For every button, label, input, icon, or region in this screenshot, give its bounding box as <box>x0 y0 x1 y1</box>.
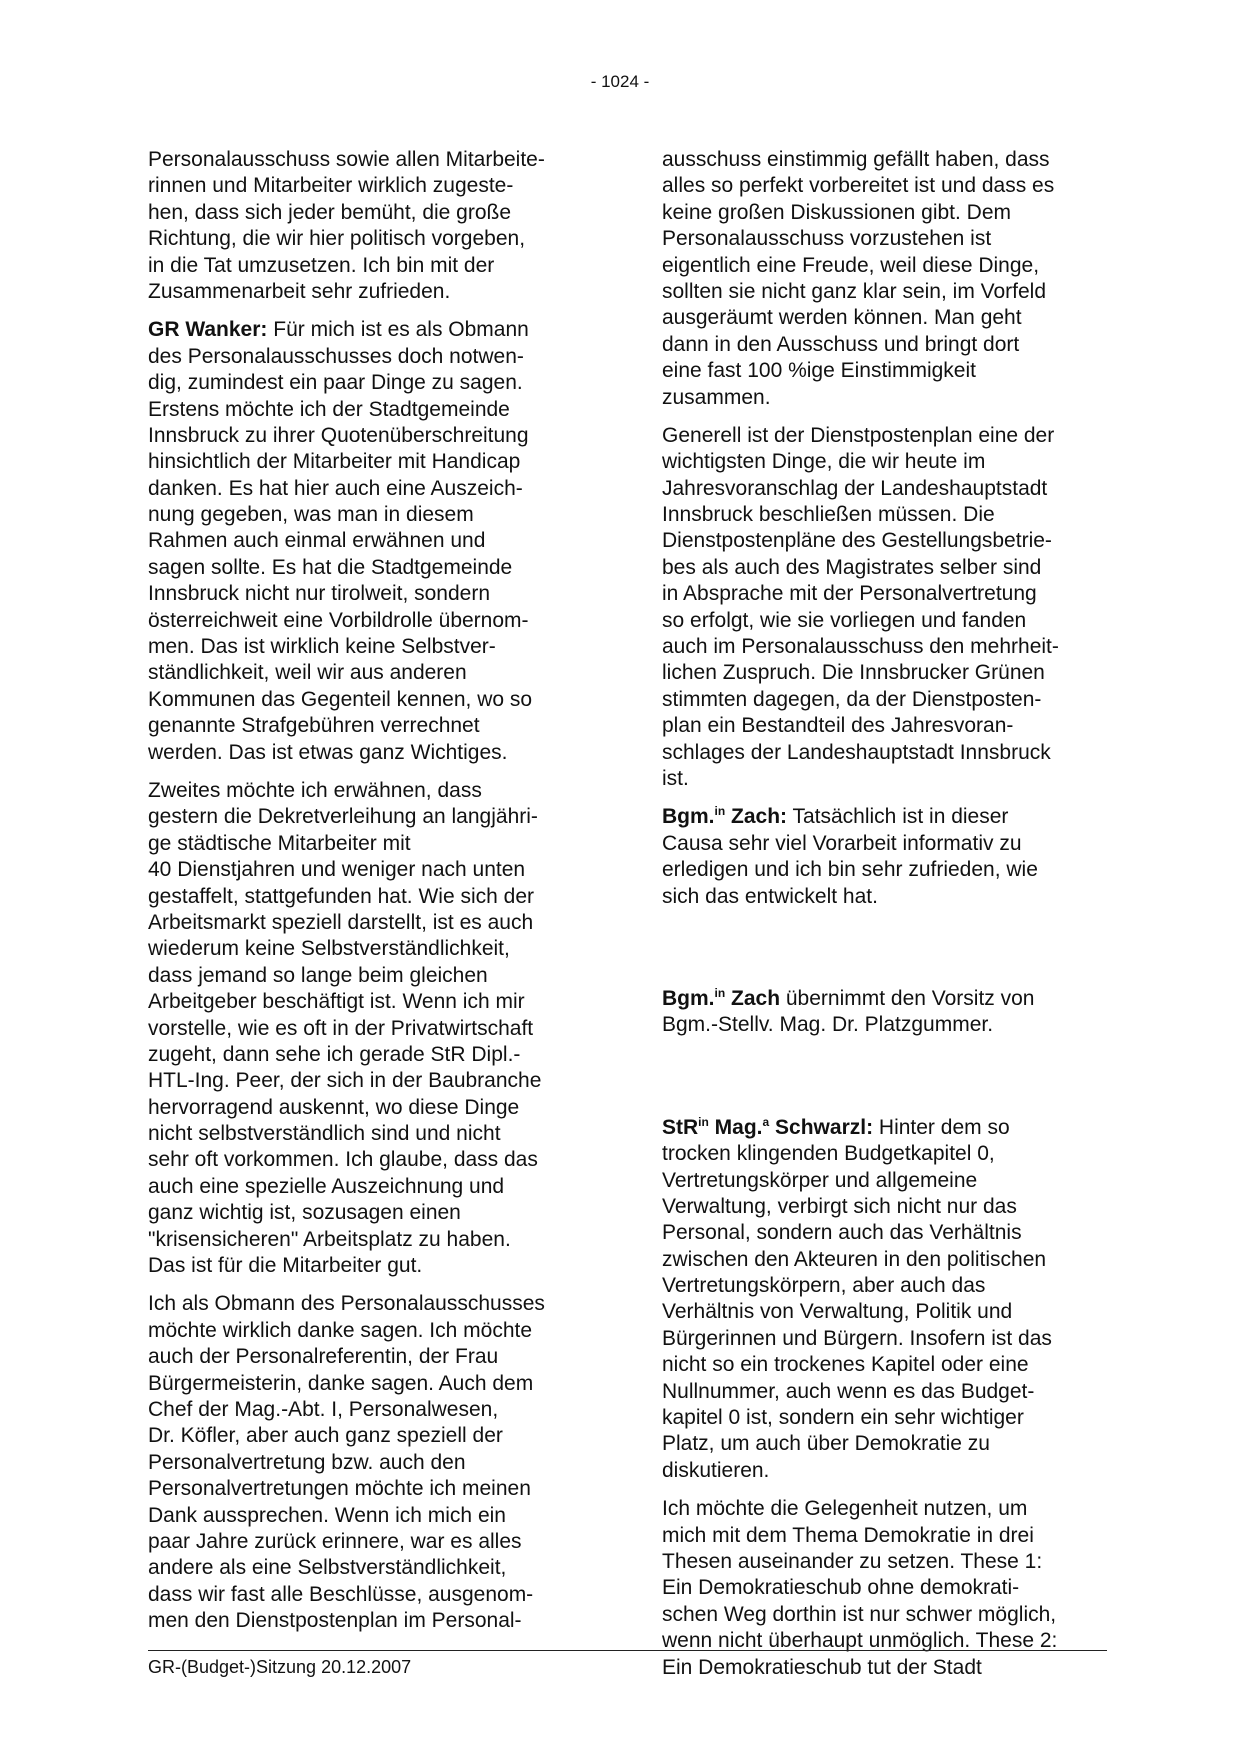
paragraph-body <box>662 1141 1107 1484</box>
text-line: sagen sollte. Es hat die Stadtgemeinde <box>148 555 513 579</box>
text-line: lichen Zuspruch. Die Innsbrucker Grünen <box>662 661 1045 685</box>
speaker-name: StR$^{in}$ Mag.$^a$ Schwarzl: <box>662 1114 874 1139</box>
text-line: dig, zumindest ein paar Dinge zu sagen. <box>148 371 523 395</box>
speech-text: Für mich ist es als Obmann <box>267 318 529 342</box>
text-line: Innsbruck zu ihrer Quotenüberschreitung <box>148 423 529 447</box>
paragraph-body <box>148 344 588 766</box>
text-line: Bürgermeisterin, danke sagen. Auch dem <box>148 1371 534 1395</box>
text-line: 40 Dienstjahren und weniger nach unten <box>148 858 526 882</box>
text-line: wichtigsten Dinge, die wir heute im <box>662 450 986 474</box>
text-line: ständlichkeit, weil wir aus anderen <box>148 661 467 685</box>
text-line: in die Tat umzusetzen. Ich bin mit der <box>148 253 495 277</box>
text-line: Personalausschuss vorzustehen ist <box>662 227 992 251</box>
text-line: ausschuss einstimmig gefällt haben, dass <box>662 148 1050 171</box>
text-line: so erfolgt, wie sie vorliegen und fanden <box>662 608 1027 632</box>
paragraph <box>662 147 1107 411</box>
text-line: ist. <box>662 766 689 790</box>
text-line: gestern die Dekretverleihung an langjähri- <box>148 805 538 829</box>
text-line: sehr oft vorkommen. Ich glaube, dass das <box>148 1148 538 1172</box>
text-line: Das ist für die Mitarbeiter gut. <box>148 1254 423 1278</box>
text-line: Arbeitsmarkt speziell darstellt, ist es auch <box>148 910 534 934</box>
speaker-name: GR Wanker: <box>148 318 268 342</box>
paragraph-first-line <box>662 1115 1107 1141</box>
text-line: Ein Demokratieschub ohne demokrati- <box>662 1576 1020 1600</box>
text-line: genannte Strafgebühren verrechnet <box>148 714 480 738</box>
text-line: in Absprache mit der Personalvertretung <box>662 582 1037 606</box>
text-line: Innsbruck nicht nur tirolweit, sondern <box>148 582 490 606</box>
speech-zach <box>662 804 1107 910</box>
text-line: Bgm.-Stellv. Mag. Dr. Platzgummer. <box>662 1013 994 1037</box>
text-line: Personalvertretungen möchte ich meinen <box>148 1477 531 1501</box>
speech-schwarzl <box>662 1115 1107 1484</box>
text-line: auch der Personalreferentin, der Frau <box>148 1345 499 1369</box>
paragraph <box>662 423 1107 792</box>
text-line: Innsbruck beschließen müssen. Die <box>662 503 995 527</box>
paragraph-body <box>662 1012 1107 1038</box>
speech-text: Hinter dem so <box>873 1115 1010 1139</box>
text-line: Zweites möchte ich erwähnen, dass <box>148 778 482 802</box>
text-line: paar Jahre zurück erinnere, war es alles <box>148 1529 522 1553</box>
text-line: Zusammenarbeit sehr zufrieden. <box>148 279 451 303</box>
text-line: des Personalausschusses doch notwen- <box>148 344 524 368</box>
speaker-name: Bgm.$^{in}$ Zach <box>662 985 781 1010</box>
text-line: Ich möchte die Gelegenheit nutzen, um <box>662 1497 1028 1521</box>
text-line: keine großen Diskussionen gibt. Dem <box>662 200 1012 224</box>
spacer <box>662 1051 1107 1115</box>
text-line: Generell ist der Dienstpostenplan eine der <box>662 423 1055 447</box>
text-line: ge städtische Mitarbeiter mit <box>148 831 411 855</box>
text-line: auch eine spezielle Auszeichnung und <box>148 1174 505 1198</box>
paragraph <box>148 1291 588 1634</box>
text-line: schen Weg dorthin ist nur schwer möglich, <box>662 1602 1057 1626</box>
left-column <box>148 147 588 1646</box>
text-line: Personalvertretung bzw. auch den <box>148 1450 466 1474</box>
text-line: nicht selbstverständlich sind und nicht <box>148 1122 501 1146</box>
text-line: Platz, um auch über Demokratie zu <box>662 1432 990 1456</box>
text-line: wiederum keine Selbstverständlichkeit, <box>148 937 510 961</box>
text-line: Vertretungskörper und allgemeine <box>662 1168 978 1192</box>
text-line: hen, dass sich jeder bemüht, die große <box>148 200 512 224</box>
text-line: ganz wichtig ist, sozusagen einen <box>148 1201 461 1225</box>
text-line: Verwaltung, verbirgt sich nicht nur das <box>662 1194 1017 1218</box>
text-line: Personalausschuss sowie allen Mitarbeite- <box>148 148 545 171</box>
paragraph-body <box>662 831 1107 910</box>
text-line: eine fast 100 %ige Einstimmigkeit <box>662 359 976 383</box>
speech-wanker <box>148 317 588 766</box>
paragraph <box>148 778 588 1279</box>
paragraph-first-line <box>662 804 1107 830</box>
text-line: Arbeitgeber beschäftigt ist. Wenn ich mir <box>148 990 525 1014</box>
text-line: ausgeräumt werden können. Man geht <box>662 306 1022 330</box>
text-line: werden. Das ist etwas ganz Wichtiges. <box>148 740 508 764</box>
text-line: wenn nicht überhaupt unmöglich. These 2: <box>662 1629 1058 1653</box>
spacer <box>662 922 1107 986</box>
text-line: diskutieren. <box>662 1458 770 1482</box>
text-line: nicht so ein trockenes Kapitel oder eine <box>662 1353 1029 1377</box>
text-line: hinsichtlich der Mitarbeiter mit Handicap <box>148 450 521 474</box>
text-line: österreichweit eine Vorbildrolle übernom- <box>148 608 529 632</box>
text-line: Verhältnis von Verwaltung, Politik und <box>662 1300 1013 1324</box>
text-line: mich mit dem Thema Demokratie in drei <box>662 1523 1034 1547</box>
text-line: Rahmen auch einmal erwähnen und <box>148 529 486 553</box>
text-line: nung gegeben, was man in diesem <box>148 503 474 527</box>
text-line: stimmten dagegen, da der Dienstposten- <box>662 687 1042 711</box>
paragraph <box>148 147 588 305</box>
text-line: Ein Demokratieschub tut der Stadt <box>662 1655 982 1679</box>
text-line: Dank aussprechen. Wenn ich mich ein <box>148 1503 506 1527</box>
text-line: Dr. Köfler, aber auch ganz speziell der <box>148 1424 503 1448</box>
text-line: auch im Personalausschuss den mehrheit- <box>662 635 1059 659</box>
text-line: Personal, sondern auch das Verhältnis <box>662 1221 1022 1245</box>
text-line: alles so perfekt vorbereitet ist und dass es <box>662 174 1055 198</box>
text-line: dass jemand so lange beim gleichen <box>148 963 488 987</box>
page-number: - 1024 - <box>590 72 650 91</box>
text-line: Vertretungskörpern, aber auch das <box>662 1274 986 1298</box>
chair-change-note <box>662 986 1107 1039</box>
text-line: Thesen auseinander zu setzen. These 1: <box>662 1549 1043 1573</box>
text-line: sich das entwickelt hat. <box>662 884 878 908</box>
text-line: danken. Es hat hier auch eine Auszeich- <box>148 476 523 500</box>
speech-text: Tatsächlich ist in dieser <box>787 805 1009 829</box>
text-line: dann in den Ausschuss und bringt dort <box>662 332 1020 356</box>
text-line: Nullnummer, auch wenn es das Budget- <box>662 1379 1035 1403</box>
text-line: Causa sehr viel Vorarbeit informativ zu <box>662 831 1022 855</box>
text-line: Chef der Mag.-Abt. I, Personalwesen, <box>148 1397 499 1421</box>
text-line: "krisensicheren" Arbeitsplatz zu haben. <box>148 1227 511 1251</box>
text-line: plan ein Bestandteil des Jahresvoran- <box>662 714 1014 738</box>
text-line: vorstelle, wie es oft in der Privatwirtschaft <box>148 1016 534 1040</box>
text-line: Richtung, die wir hier politisch vorgeben, <box>148 227 526 251</box>
text-line: Bürgerinnen und Bürgern. Insofern ist das <box>662 1326 1052 1350</box>
text-line: zugeht, dann sehe ich gerade StR Dipl.- <box>148 1042 521 1066</box>
text-line: Ich als Obmann des Personalausschusses <box>148 1292 545 1316</box>
text-line: dass wir fast alle Beschlüsse, ausgenom- <box>148 1582 534 1606</box>
text-line: andere als eine Selbstverständlichkeit, <box>148 1556 507 1580</box>
text-line: zwischen den Akteuren in den politischen <box>662 1247 1047 1271</box>
text-line: schlages der Landeshauptstadt Innsbruck <box>662 740 1051 764</box>
text-line: bes als auch des Magistrates selber sind <box>662 555 1042 579</box>
text-line: zusammen. <box>662 385 771 409</box>
text-line: kapitel 0 ist, sondern ein sehr wichtiger <box>662 1406 1024 1430</box>
text-line: Kommunen das Gegenteil kennen, wo so <box>148 687 533 711</box>
footer-session: GR-(Budget-)Sitzung 20.12.2007 <box>148 1657 412 1677</box>
text-line: hervorragend auskennt, wo diese Dinge <box>148 1095 520 1119</box>
text-line: eigentlich eine Freude, weil diese Dinge, <box>662 253 1040 277</box>
text-line: men den Dienstpostenplan im Personal- <box>148 1609 522 1633</box>
speaker-name: Bgm.$^{in}$ Zach: <box>662 804 788 829</box>
paragraph-first-line <box>662 986 1107 1012</box>
text-line: Jahresvoranschlag der Landeshauptstadt <box>662 476 1048 500</box>
text-line: trocken klingenden Budgetkapitel 0, <box>662 1142 995 1166</box>
footer-divider <box>148 1650 1107 1651</box>
note-text: übernimmt den Vorsitz von <box>780 986 1035 1010</box>
paragraph <box>662 1496 1107 1681</box>
text-line: sollten sie nicht ganz klar sein, im Vorfeld <box>662 279 1047 303</box>
text-line: erledigen und ich bin sehr zufrieden, wie <box>662 858 1038 882</box>
right-column <box>662 147 1107 1693</box>
text-line: Dienstpostenpläne des Gestellungsbetrie- <box>662 529 1052 553</box>
text-line: rinnen und Mitarbeiter wirklich zugeste- <box>148 174 514 198</box>
text-line: men. Das ist wirklich keine Selbstver- <box>148 635 496 659</box>
paragraph-first-line <box>148 317 588 343</box>
text-line: gestaffelt, stattgefunden hat. Wie sich der <box>148 884 535 908</box>
text-line: HTL-Ing. Peer, der sich in der Baubranche <box>148 1069 542 1093</box>
text-line: möchte wirklich danke sagen. Ich möchte <box>148 1318 533 1342</box>
text-line: Erstens möchte ich der Stadtgemeinde <box>148 397 510 421</box>
